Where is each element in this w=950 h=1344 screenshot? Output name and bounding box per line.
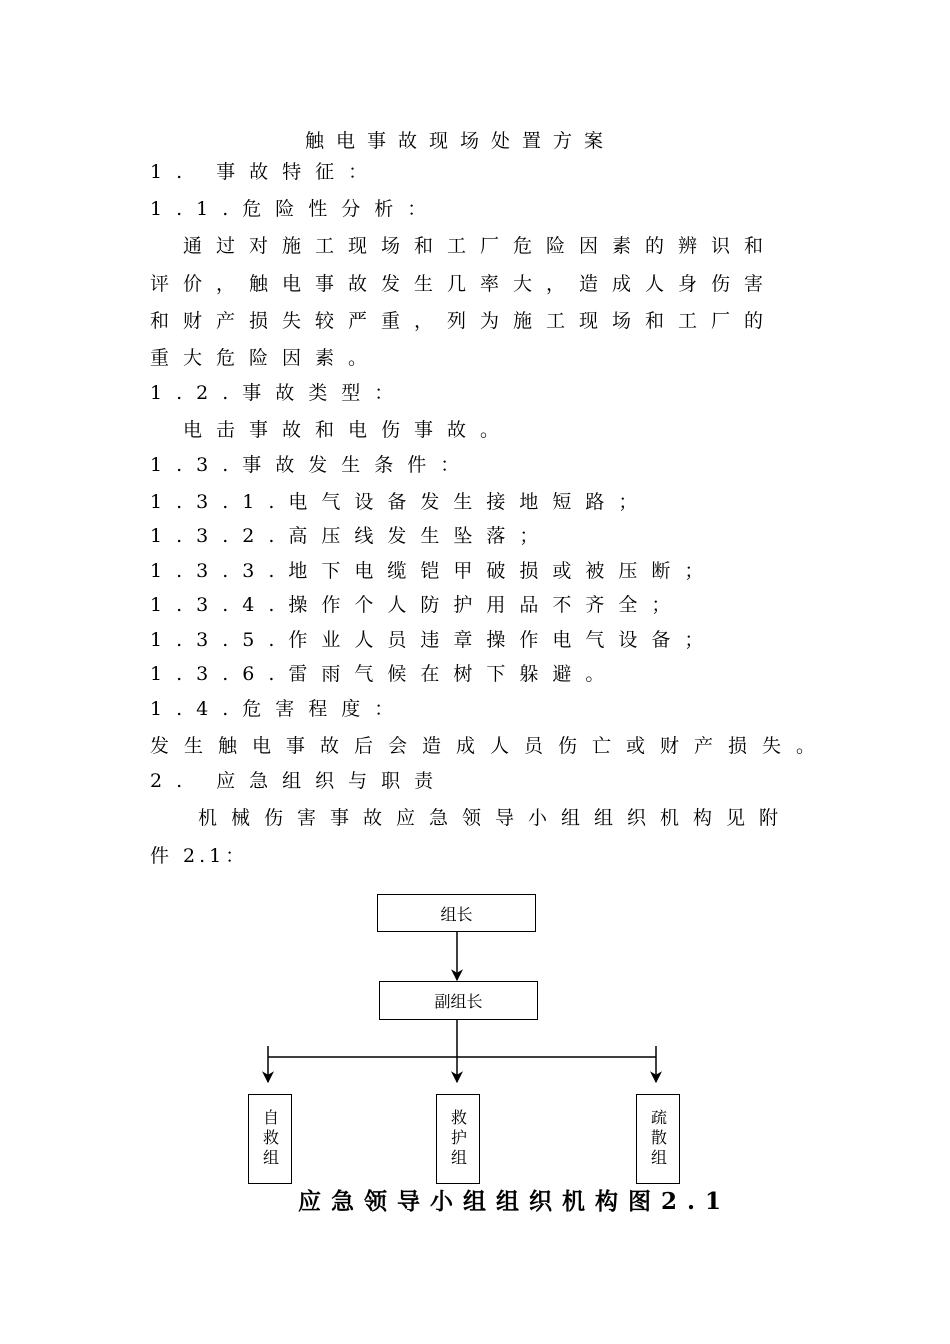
subsection-heading: 1.1.危险性分析： [150, 198, 441, 220]
evacuation-group-box: 疏散组 [636, 1094, 680, 1184]
rescue-group-box: 救护组 [436, 1094, 480, 1184]
section-heading: 1. 事故特征： [150, 161, 382, 183]
paragraph-line: 通过对施工现场和工厂危险因素的辨识和 [183, 235, 778, 257]
list-item: 1.3.1.电气设备发生接地短路； [150, 491, 652, 513]
list-item: 1.3.3.地下电缆铠甲破损或被压断； [150, 560, 718, 582]
paragraph-line: 评价，触电事故发生几率大，造成人身伤害 [150, 273, 778, 295]
leader-box: 组长 [377, 894, 536, 932]
paragraph-line: 重大危险因素。 [150, 347, 382, 369]
section-heading: 2. 应急组织与职责 [150, 770, 448, 792]
list-item: 1.3.4.操作个人防护用品不齐全； [150, 594, 685, 616]
subsection-heading: 1.3.事故发生条件： [150, 454, 474, 476]
paragraph-line: 件 2.1： [150, 845, 249, 867]
paragraph-line: 和财产损失较严重，列为施工现场和工厂的 [150, 310, 778, 332]
self-rescue-group-box: 自救组 [248, 1094, 292, 1184]
list-item: 1.3.2.高压线发生坠落； [150, 525, 553, 547]
deputy-box: 副组长 [379, 981, 538, 1020]
paragraph-line: 电击事故和电伤事故。 [183, 419, 514, 441]
subsection-heading: 1.2.事故类型： [150, 382, 408, 404]
page-title: 触电事故现场处置方案 [305, 130, 616, 152]
list-item: 1.3.6.雷雨气候在树下躲避。 [150, 663, 619, 685]
chart-caption: 应急领导小组组织机构图2.1 [298, 1188, 732, 1215]
subsection-heading: 1.4.危害程度： [150, 698, 408, 720]
paragraph-line: 机械伤害事故应急领导小组组织机构见附 [198, 807, 793, 829]
list-item: 1.3.5.作业人员违章操作电气设备； [150, 629, 718, 651]
paragraph-line: 发生触电事故后会造成人员伤亡或财产损失。 [150, 735, 831, 757]
